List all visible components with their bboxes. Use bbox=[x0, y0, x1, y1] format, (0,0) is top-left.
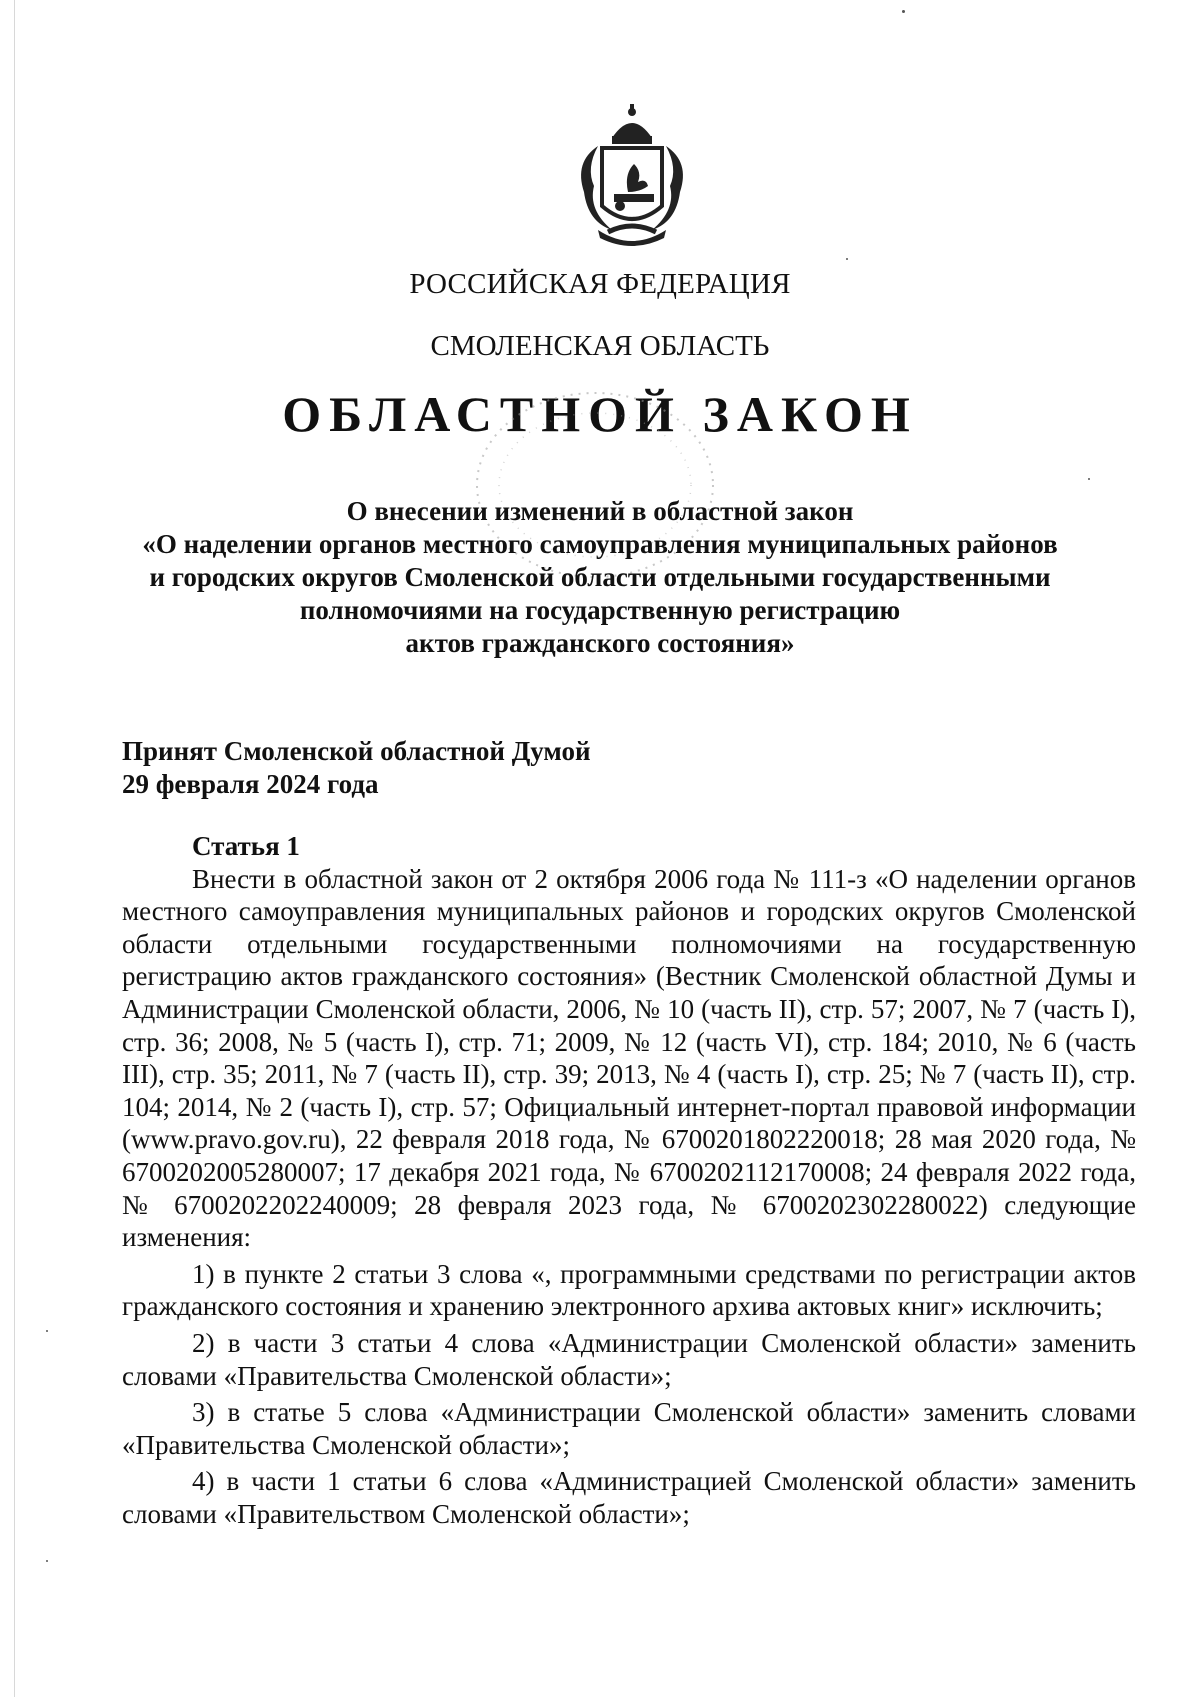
scan-speck bbox=[902, 10, 905, 13]
coat-of-arms-emblem bbox=[568, 102, 696, 252]
law-title-line: О внесении изменений в областной закон bbox=[346, 496, 854, 526]
list-item: 2) в части 3 статьи 4 слова «Администрации Смоленской области» заменить словами «Правительства Смоленской области»; bbox=[122, 1327, 1136, 1391]
list-item: 3) в статье 5 слова «Администрации Смоленской области» заменить словами «Правительства Смоленской области»; bbox=[122, 1397, 1136, 1460]
law-title-line: «О наделении органов местного самоуправления муниципальных районов bbox=[142, 529, 1058, 559]
adopted-date: 29 февраля 2024 года bbox=[122, 769, 379, 799]
list-item: 4) в части 1 статьи 6 слова «Администрацией Смоленской области» заменить словами «Правительством Смоленской области»; bbox=[122, 1466, 1136, 1529]
document-type-heading: ОБЛАСТНОЙ ЗАКОН bbox=[282, 386, 918, 442]
article-1 bbox=[122, 830, 1136, 1534]
law-title bbox=[0, 495, 1200, 660]
scan-margin-line bbox=[14, 0, 15, 1697]
scan-speck bbox=[846, 258, 848, 260]
country-heading: РОССИЙСКАЯ ФЕДЕРАЦИЯ bbox=[409, 268, 791, 300]
article-intro-paragraph: Внести в областной закон от 2 октября 2006 года № 111-з «О наделении органов местного самоуправления муниципальных районов и городских округов Смоленской области отдельными государственными полномочиями на государственную регистрацию актов гражданского состояния» (Вестник Смоленской областной Думы и Администрации Смоленской области, 2006, № 10 (часть II), стр. 57; 2007, № 7 (часть I), стр. 36; 2008, № 5 (часть I), стр. 71; 2009, № 12 (часть VI), стр. 184; 2010, № 6 (часть III), стр. 35; 2011, № 7 (часть II), стр. 39; 2013, № 4 (часть I), стр. 25; № 7 (часть II), стр. 104; 2014, № 2 (часть I), стр. 57; Официальный интернет-портал правовой информации (www.pravo.gov.ru), 22 февраля 2018 года, № 6700201802220018; 28 мая 2020 года, № 6700202005280007; 17 декабря 2021 года, № 6700202112170008; 24 февраля 2022 года, № 6700202202240009; 28 февраля 2023 года, № 6700202302280022) следующие изменения: bbox=[122, 863, 1136, 1253]
adoption-info bbox=[122, 735, 591, 801]
law-title-line: полномочиями на государственную регистрацию bbox=[299, 595, 901, 625]
law-title-line: и городских округов Смоленской области отдельными государственными bbox=[149, 562, 1051, 592]
adopted-by: Принят Смоленской областной Думой bbox=[122, 736, 591, 766]
scan-speck bbox=[46, 1560, 48, 1562]
list-item: 1) в пункте 2 статьи 3 слова «, программными средствами по регистрации актов гражданского состояния и хранению электронного архива актовых книг» исключить; bbox=[122, 1258, 1136, 1322]
scan-speck bbox=[1088, 478, 1090, 480]
region-heading: СМОЛЕНСКАЯ ОБЛАСТЬ bbox=[430, 330, 770, 362]
law-title-line: актов гражданского состояния» bbox=[405, 628, 795, 658]
article-heading: Статья 1 bbox=[192, 831, 300, 861]
scan-speck bbox=[46, 1330, 48, 1332]
